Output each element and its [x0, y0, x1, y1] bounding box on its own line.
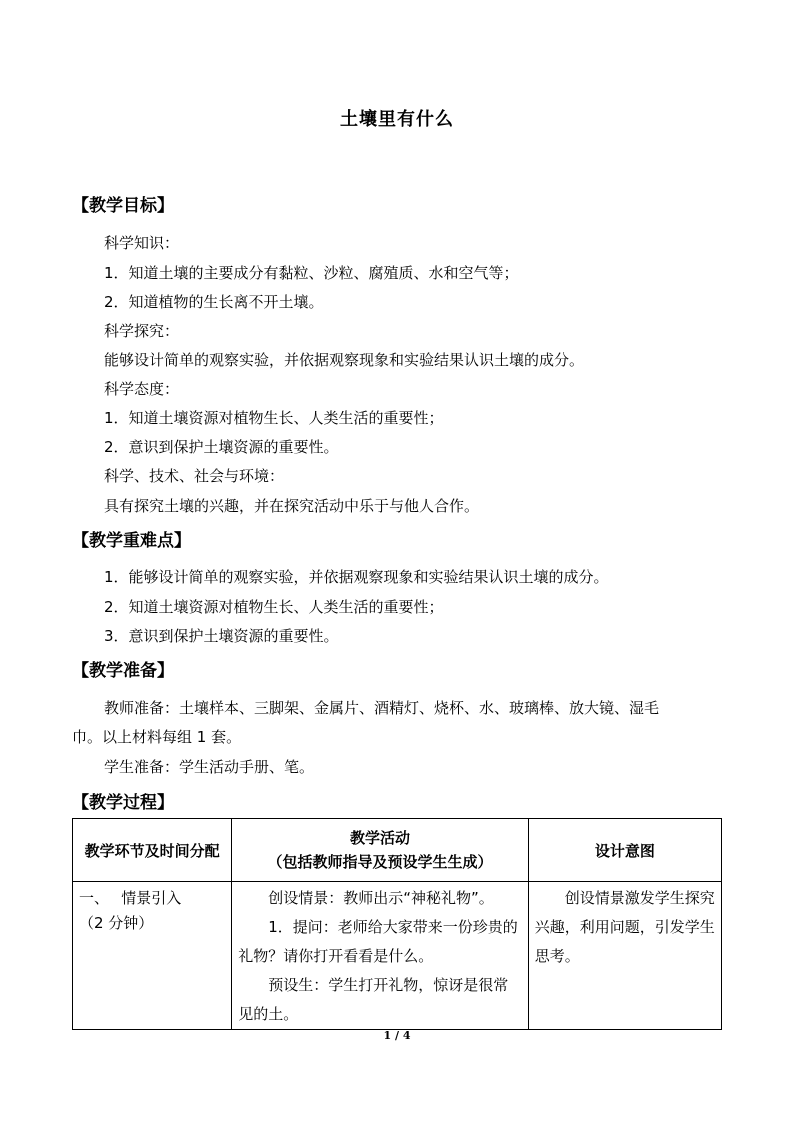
section-heading-prep: 【教学准备】 — [72, 661, 174, 681]
goals-line: 具有探究土壤的兴趣，并在探究活动中乐于与他人合作。 — [104, 497, 480, 515]
goals-line: 1．知道土壤资源对植物生长、人类生活的重要性； — [104, 409, 444, 427]
goals-line: 科学态度： — [104, 380, 180, 398]
goals-line: 2．意识到保护土壤资源的重要性。 — [104, 438, 339, 456]
activity-paragraph: 1．提问：老师给大家带来一份珍贵的礼物？请你打开看看是什么。 — [238, 918, 518, 965]
cell-activity — [232, 882, 528, 1030]
process-table — [72, 818, 722, 1030]
goals-line: 科学探究： — [104, 322, 180, 340]
keypoints-line: 2．知道土壤资源对植物生长、人类生活的重要性； — [104, 598, 444, 616]
goals-line: 2．知道植物的生长离不开土壤。 — [104, 293, 324, 311]
page-number: 1 / 4 — [383, 1029, 411, 1042]
table-row — [73, 882, 722, 1030]
intent-paragraph: 创设情景激发学生探究兴趣，利用问题，引发学生思考。 — [534, 889, 715, 965]
document-title: 土壤里有什么 — [340, 109, 454, 130]
section-heading-keypoints: 【教学重难点】 — [72, 531, 191, 551]
goals-line: 科学、技术、社会与环境： — [104, 467, 285, 485]
prep-line: 巾。以上材料每组 1 套。 — [72, 728, 242, 746]
header-activity-line1: 教学活动 — [349, 829, 410, 847]
keypoints-line: 1．能够设计简单的观察实验，并依据观察现象和实验结果认识土壤的成分。 — [104, 568, 609, 586]
table-header-row — [73, 819, 722, 882]
prep-line: 教师准备：土壤样本、三脚架、金属片、酒精灯、烧杯、水、玻璃棒、放大镜、湿毛 — [104, 699, 660, 717]
goals-line: 能够设计简单的观察实验，并依据观察现象和实验结果认识土壤的成分。 — [104, 351, 585, 369]
header-intent — [528, 819, 721, 882]
section-heading-process: 【教学过程】 — [72, 793, 174, 813]
keypoints-line: 3．意识到保护土壤资源的重要性。 — [104, 627, 339, 645]
cell-stage — [73, 882, 232, 1030]
activity-paragraph: 创设情景：教师出示“神秘礼物”。 — [268, 889, 494, 907]
header-stage — [73, 819, 232, 882]
section-heading-goals: 【教学目标】 — [72, 196, 174, 216]
header-activity-line2: （包括教师指导及预设学生生成） — [267, 853, 493, 871]
header-stage-label: 教学环节及时间分配 — [84, 841, 220, 860]
prep-line: 学生准备：学生活动手册、笔。 — [104, 758, 315, 776]
stage-line: 一、 情景引入 — [79, 889, 182, 907]
cell-intent — [528, 882, 721, 1030]
header-intent-label: 设计意图 — [594, 841, 655, 860]
stage-time: （2 分钟） — [79, 914, 154, 932]
activity-paragraph: 预设生：学生打开礼物，惊讶是很常见的土。 — [238, 976, 509, 1023]
header-activity — [232, 819, 528, 882]
goals-line: 科学知识： — [104, 234, 180, 252]
goals-line: 1．知道土壤的主要成分有黏粒、沙粒、腐殖质、水和空气等； — [104, 264, 519, 282]
